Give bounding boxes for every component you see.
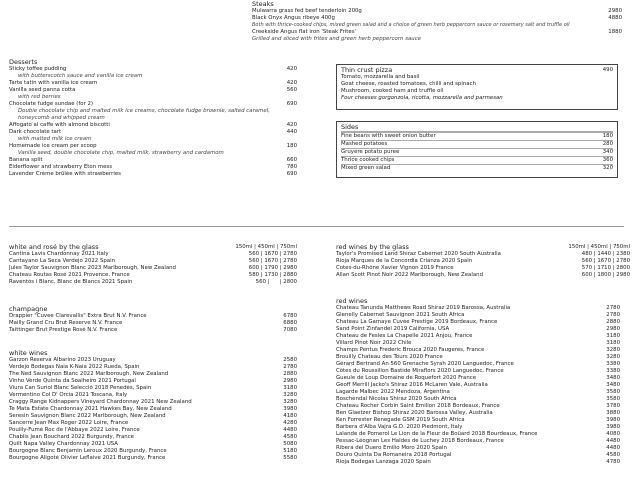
wine-item: Barbera d'Alba Vajra G.D. 2020 Piedmont, Italy 3980 bbox=[336, 424, 620, 430]
wine-item: Sancerre Jean Max Roger 2022 Loire, France 4280 bbox=[9, 420, 297, 426]
wine-item: Drappier "Cuvee Clarevallis" Extra Brut N.V. France 6780 bbox=[9, 313, 297, 319]
item-description: Grilled and sliced with frites and green herb peppercorn sauce bbox=[252, 36, 421, 42]
steaks-title: Steaks bbox=[252, 0, 274, 8]
wine-item: Verdejo Bodegas Naia K-Naia 2022 Rueda, Spain 2780 bbox=[9, 364, 297, 370]
pizza-price: 490 bbox=[602, 67, 613, 73]
steaks-section bbox=[252, 0, 622, 43]
menu-item: Vanilla seed panna cotta 560 bbox=[9, 87, 297, 93]
section-title: champagne bbox=[9, 305, 48, 313]
pizza-option: Goat cheese, roasted tomatoes, chilli and spinach bbox=[341, 81, 476, 87]
wine-item: Cantayano La Seca Verdejo 2022 Spain 560 | 1670 | 2780 bbox=[9, 258, 297, 264]
side-item: Fine beans with sweet onion butter 180 bbox=[341, 133, 613, 139]
pizza-option: Tomato, mozzarella and basil bbox=[341, 74, 420, 80]
wine-item: Mailly Grand Cru Brut Reserve N.V. France 6880 bbox=[9, 320, 297, 326]
wine-item: Gueule de Loup Domaine de Roquefort 2020 France 3480 bbox=[336, 375, 620, 381]
white-rose-glass-section bbox=[9, 243, 297, 286]
wine-item: Geoff Merrill Jacko's Shiraz 2016 McLaren Vale, Australia 3480 bbox=[336, 382, 620, 388]
section-title: red wines bbox=[336, 297, 368, 305]
wine-item: Quilt Napa Valley Chardonnay 2021 USA 5080 bbox=[9, 441, 297, 447]
wine-item: Boschendal Nicolas Shiraz 2020 South Africa 3580 bbox=[336, 396, 620, 402]
desserts-section bbox=[9, 58, 297, 178]
wine-item: The Ned Sauvignon Blanc 2022 Marlborough, New Zealand 2880 bbox=[9, 371, 297, 377]
wine-item: Villard Pinot Noir 2022 Chile 3180 bbox=[336, 340, 620, 346]
side-item: Gruyere potato puree 340 bbox=[341, 149, 613, 155]
wine-item: Allan Scott Pinot Noir 2022 Marlborough, New Zealand 600 | 1800 | 2980 bbox=[336, 272, 630, 278]
champagne-section bbox=[9, 305, 297, 334]
wine-item: Garzon Reserva Albarino 2023 Uruguay 2580 bbox=[9, 357, 297, 363]
item-description: Vanilla seed, double chocolate chip, malted milk, strawberry and cardamom bbox=[18, 150, 224, 156]
wine-item: Viura Can Suriol Blanc Selecció 2018 Penedès, Spain 3180 bbox=[9, 385, 297, 391]
sides-box bbox=[336, 121, 618, 178]
red-wines-section bbox=[336, 297, 620, 466]
section-divider bbox=[9, 226, 624, 227]
pizza-title: Thin crust pizza bbox=[341, 66, 393, 74]
wine-item: Chateau Routas Rosé 2021 Provence, France 580 | 1730 | 2880 bbox=[9, 272, 297, 278]
red-glass-section bbox=[336, 243, 630, 279]
wine-item: Chateau de Fesles La Chapelle 2021 Anjou, France 3180 bbox=[336, 333, 620, 339]
item-description: Both with thrice-cooked chips, mixed green salad and a choice of green herb peppercorn sauce or rosemary salt and truffle oil bbox=[252, 22, 570, 28]
menu-item: Creekside Angus flat iron 'Steak Frites' 1880 bbox=[252, 29, 622, 35]
wine-item: Raventós i Blanc, Blanc de Blancs 2021 Spain 560 | | 2800 bbox=[9, 279, 297, 285]
wine-item: Chateau La Gamaye Cuvée Prestige 2019 Bordeaux, France 2880 bbox=[336, 319, 620, 325]
wine-item: Sand Point Zinfandel 2019 California, USA 2980 bbox=[336, 326, 620, 332]
wine-item: Chateau Tanunda Matthews Road Shiraz 2019 Barossa, Australia 2780 bbox=[336, 305, 620, 311]
wine-item: Chateau Rocher Corbin Saint Emilion 2018 Bordeaux, France 3780 bbox=[336, 403, 620, 409]
side-item: Mashed potatoes 280 bbox=[341, 141, 613, 147]
item-description: with butterscotch sauce and vanilla ice cream bbox=[18, 73, 143, 79]
pizza-header bbox=[341, 66, 613, 74]
section-title: white wines bbox=[9, 349, 48, 357]
item-description: with malted milk ice cream bbox=[18, 136, 92, 142]
section-header bbox=[9, 243, 297, 251]
pizza-option: Four cheeses gorgonzola, ricotta, mozzarella and parmesan bbox=[341, 95, 503, 101]
wine-item: Cotes-du-Rhône Xavier Vignon 2019 France 570 | 1710 | 2800 bbox=[336, 265, 630, 271]
wine-item: Te Mata Estate Chardonnay 2021 Hawkes Bay, New Zealand 3980 bbox=[9, 406, 297, 412]
menu-item: Dark chocolate tart 440 bbox=[9, 129, 297, 135]
wine-item: Taylor's Promised Land Shiraz Cabernet 2020 South Australia 480 | 1440 | 2380 bbox=[336, 251, 630, 257]
wine-item: Ken Forrester Renegade GSM 2019 South Africa 3980 bbox=[336, 417, 620, 423]
pizza-option: Mushroom, cooked ham and truffle oil bbox=[341, 88, 444, 94]
wine-item: Brouilly Chateau des Tours 2020 France 3280 bbox=[336, 354, 620, 360]
white-wines-section bbox=[9, 349, 297, 462]
wine-item: Glenelly Cabernet Sauvignon 2021 South Africa 2780 bbox=[336, 312, 620, 318]
wine-item: Taittinger Brut Prestige Rosé N.V. France 7080 bbox=[9, 327, 297, 333]
wine-item: Pessac-Léognan Les Haldes de Luchey 2018 Bordeaux, France 4480 bbox=[336, 438, 620, 444]
menu-item: Banana split 660 bbox=[9, 157, 297, 163]
wine-item: Pouilly-Fumé Roc de l'Abbaye 2022 Loire, France 4480 bbox=[9, 427, 297, 433]
wine-item: Lagarde Malbec 2022 Mendoza, Argentina 3580 bbox=[336, 389, 620, 395]
wine-item: Douro Quinta Da Romaneira 2018 Portugal 4580 bbox=[336, 452, 620, 458]
section-title: white and rosé by the glass bbox=[9, 243, 99, 251]
item-description: with red berries bbox=[18, 94, 61, 100]
side-item: Mixed green salad 320 bbox=[341, 165, 613, 171]
wine-item: Rioja Marques de la Concordia Crianza 2020 Spain 560 | 1670 | 2780 bbox=[336, 258, 630, 264]
wine-item: Lalande de Pomerol Le Lion de la Fleur de Boüard 2018 Bourdeaux, France 4080 bbox=[336, 431, 620, 437]
wine-item: Ribera del Duero Emilio Moro 2020 Spain 4480 bbox=[336, 445, 620, 451]
sides-title: Sides bbox=[341, 123, 613, 132]
menu-item: Tarte tatin with vanilla ice cream 420 bbox=[9, 80, 297, 86]
menu-item: Affogato al caffe with almond biscotti 420 bbox=[9, 122, 297, 128]
wine-item: Rioja Bodegas Lanzaga 2020 Spain 4780 bbox=[336, 459, 620, 465]
menu-item: Mulwarra grass fed beef tenderloin 200g 2980 bbox=[252, 8, 622, 14]
desserts-title: Desserts bbox=[9, 58, 38, 66]
wine-item: Champs Pentus Frederic Brouca 2020 Faugeres, France 3280 bbox=[336, 347, 620, 353]
side-item: Thrice cooked chips 360 bbox=[341, 157, 613, 163]
wine-item: Cantina Lavis Chardonnay 2021 Italy 560 | 1670 | 2780 bbox=[9, 251, 297, 257]
section-header bbox=[336, 243, 630, 251]
wine-item: Vinho Verde Quinta da Soalheiro 2021 Portugal 2980 bbox=[9, 378, 297, 384]
menu-item: Black Onyx Angus ribeye 400g 4880 bbox=[252, 15, 622, 21]
menu-item: Homemade ice cream per scoop 180 bbox=[9, 143, 297, 149]
wine-item: Bourgogne Blanc Benjamin Leroux 2020 Burgundy, France 5180 bbox=[9, 448, 297, 454]
wine-item: Craggy Range Kidnappers Vineyard Chardonnay 2021 New Zealand 3280 bbox=[9, 399, 297, 405]
menu-item: Chocolate fudge sundae (for 2) 690 bbox=[9, 101, 297, 107]
wine-item: Chablis Jean Bouchard 2022 Burgundy, France 4580 bbox=[9, 434, 297, 440]
wine-item: Seresin Sauvignon Blanc 2022 Marlborough, New Zealand 4180 bbox=[9, 413, 297, 419]
glass-sizes: 150ml | 450ml | 750ml bbox=[235, 244, 297, 250]
wine-item: Côtes du Roussillon Bastide Miraflors 2020 Languedoc, France 3380 bbox=[336, 368, 620, 374]
wine-item: Ben Glaetzer Bishop Shiraz 2020 Barossa Valley, Australia 3880 bbox=[336, 410, 620, 416]
glass-sizes: 150ml | 450ml | 750ml bbox=[568, 244, 630, 250]
section-title: red wines by the glass bbox=[336, 243, 409, 251]
wine-item: Gérard Bertrand An 560 Grenache Syrah 2020 Languedoc, France 3380 bbox=[336, 361, 620, 367]
wine-item: Bourgogne Aligoté Olivier Leflaive 2021 Burgundy, France 5580 bbox=[9, 455, 297, 461]
item-description: Double chocolate chip and malted milk ice creams, chocolate fudge brownie, salted caramel, honeycomb and whipped cream bbox=[18, 108, 270, 121]
menu-item: Sticky toffee pudding 420 bbox=[9, 66, 297, 72]
pizza-box bbox=[336, 64, 618, 110]
wine-item: Jules Taylor Sauvignon Blanc 2023 Marlborough, New Zealand 600 | 1790 | 2980 bbox=[9, 265, 297, 271]
menu-item: Elderflower and strawberry Eton mess 780 bbox=[9, 164, 297, 170]
wine-item: Vermentino Col D' Orcia 2021 Toscana, Italy 3280 bbox=[9, 392, 297, 398]
menu-item: Lavender Crème brûlée with strawberries 690 bbox=[9, 171, 297, 177]
